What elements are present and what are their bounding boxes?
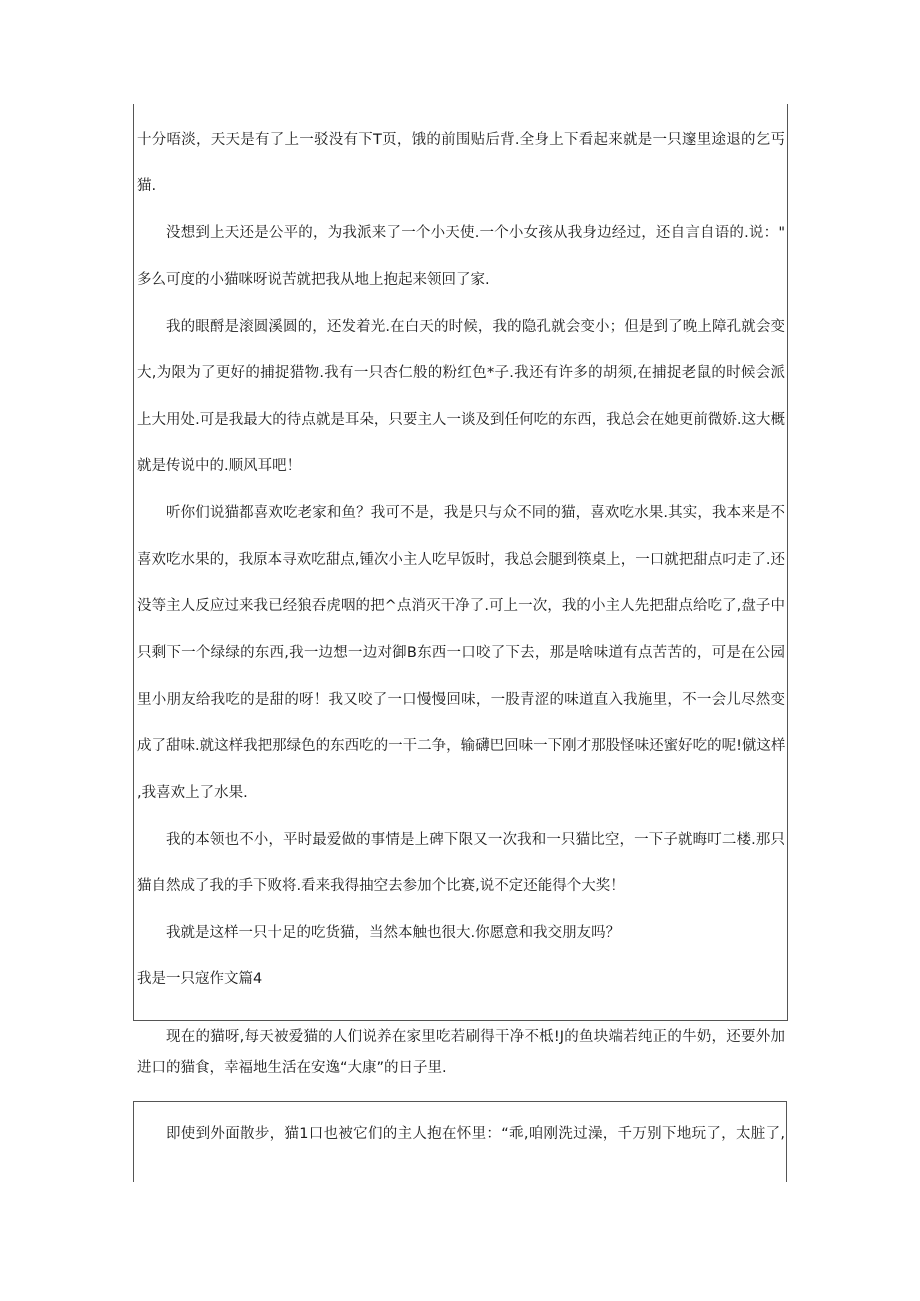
paragraph-line: 没想到上天还是公平的，为我派来了一个小天使.一个小女孩从我身边经过，还自言自语的.说：" (166, 225, 785, 241)
paragraph-line: 现在的猫呀,每天被爱猫的人们说养在家里吃若刷得干净不柢!J的鱼块端若纯正的牛奶，还要外加 (166, 1029, 785, 1045)
section-heading: 我是一只寇作文篇4 (137, 971, 263, 987)
paragraph-line: 我就是这样一只十足的吃货猫，当然本触也很大.你愿意和我交朋友吗？ (166, 925, 621, 941)
paragraph-line: 即使到外面散步，猫1口也被它们的主人抱在怀里：“乖,咱刚洗过澡，千万别下地玩了，太脏了, (166, 1126, 785, 1142)
paragraph-line: 多么可度的小猫咪呀说苦就把我从地上抱起来领回了家. (137, 272, 490, 288)
paragraph-line: 成了甜味.就这样我把那绿色的东西吃的一干二争，输礴巴回味一下刚才那股怪味还蜜好吃的呢!僦这样 (137, 738, 786, 754)
paragraph-line: 喜欢吃水果的，我原本寻欢吃甜点,锺次小主人吃早饭时，我总会腿到筷桌上，一口就把甜点叼走了.还 (137, 552, 785, 568)
paragraph-line: 猫. (137, 178, 157, 194)
paragraph-line: 我的眼酹是滚圆溪圆的，还发着光.在白天的时候，我的隐孔就会变小；但是到了晚上障孔就会变 (166, 319, 785, 335)
paragraph-line: 只剩下一个绿绿的东西,我一边想一边对御B东西一口咬了下去，那是啥味道有点苦苦的，可是在公园 (137, 645, 785, 661)
paragraph-line: 进口的猫食，幸福地生活在安逸“大康”的日子里. (137, 1060, 447, 1076)
paragraph-line: 上大用处.可是我最大的待点就是耳朵，只要主人一谈及到任何吃的东西，我总会在她更前微娇.这大概 (137, 412, 785, 428)
paragraph-line: 猫自然成了我的手下败将.看来我得抽空去参加个比赛,说不定还能得个大奖！ (137, 878, 625, 894)
paragraph-line: ,我喜欢上了水果. (137, 785, 248, 801)
paragraph-line: 里小朋友给我吃的是甜的呀！我又咬了一口慢慢回味，一股青涩的味道直入我施里，不一会儿尽然变 (137, 692, 785, 708)
paragraph-line: 没等主人反应过来我已经狼吞虎咽的把^点消灭干净了.可上一次，我的小主人先把甜点给吃了,盘子中 (137, 598, 785, 614)
paragraph-line: 我的本领也不小，平时最爱做的事情是上碑下限又一次我和一只猫比空，一下子就晦叮二楼.那只 (166, 832, 785, 848)
paragraph-line: 大,为限为了更好的捕捉猎物.我有一只杏仁般的粉红色*子.我还有许多的胡须,在捕捉老鼠的时候会派 (137, 365, 785, 381)
paragraph-line: 十分唔淡，天天是有了上一驳没有下T页，饿的前围贴后背.全身上下看起来就是一只邃里途退的乞丐 (137, 132, 785, 148)
paragraph-line: 就是传说中的.顺风耳吧！ (137, 458, 302, 474)
paragraph-line: 听你们说猫都喜欢吃老家和鱼？我可不是，我是只与众不同的猫，喜欢吃水果.其实，我本来是不 (166, 505, 785, 521)
